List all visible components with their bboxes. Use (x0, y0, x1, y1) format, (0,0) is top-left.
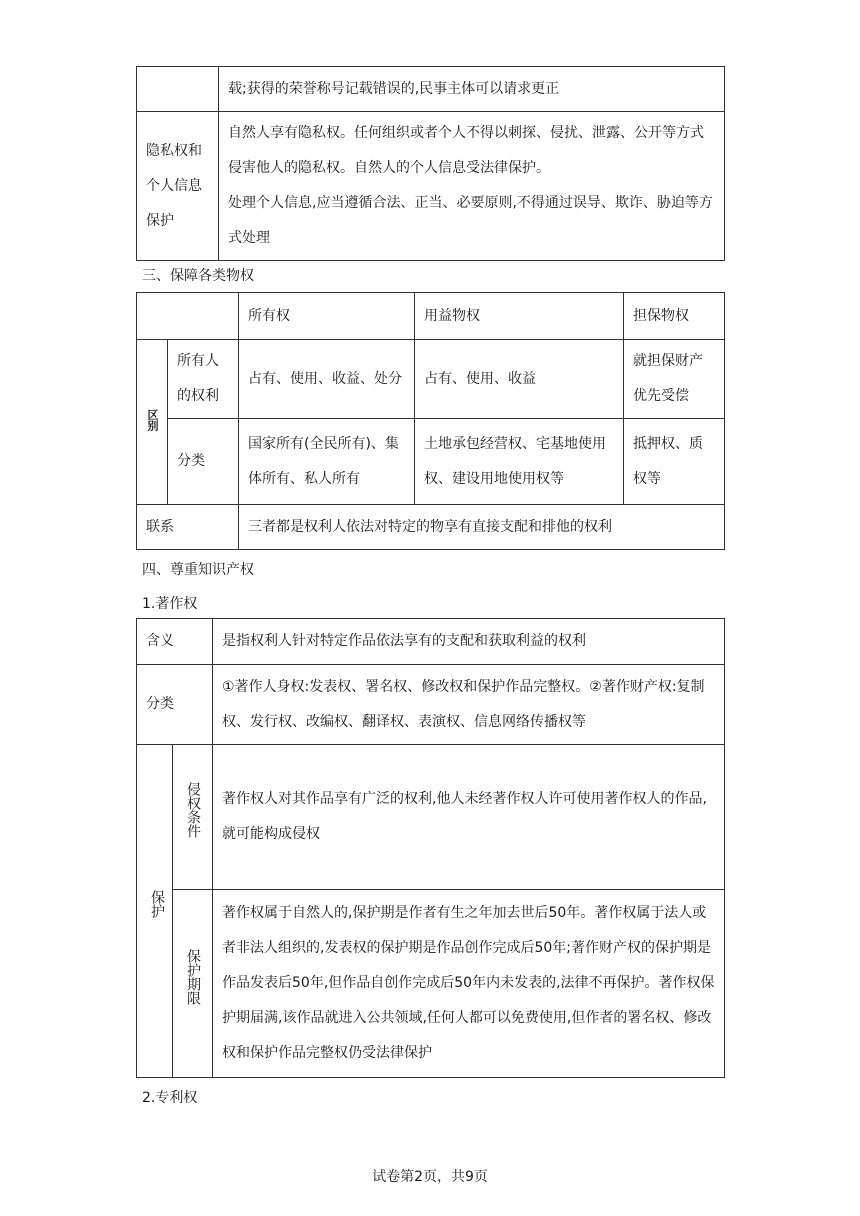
link-label: 联系 (137, 505, 239, 550)
sub2-heading: 2.专利权 (142, 1090, 198, 1106)
difference-label-text: 区别 (146, 409, 159, 431)
types-security: 抵押权、质权等 (624, 419, 725, 505)
table2-corner (137, 293, 239, 340)
owner-rights-ownership: 占有、使用、收益、处分 (239, 340, 415, 419)
protect-label (137, 745, 173, 1078)
protect-label-text: 保护 (149, 890, 165, 918)
types-label: 分类 (168, 419, 239, 505)
owner-rights-usufruct: 占有、使用、收益 (415, 340, 624, 419)
privacy-cell (219, 112, 725, 261)
period-label-text: 保护期限 (185, 948, 201, 1005)
privacy-text-1: 自然人享有隐私权。任何组织或者个人不得以刺探、侵扰、泄露、公开等方式侵害他人的隐私权。自然人的个人信息受法律保护。 (228, 125, 704, 176)
personality-rights-table (136, 66, 725, 261)
copyright-types-label: 分类 (137, 665, 213, 745)
header-usufruct: 用益物权 (415, 293, 624, 340)
meaning-text: 是指权利人针对特定作品依法享有的支配和获取利益的权利 (213, 619, 725, 665)
privacy-text-2: 处理个人信息,应当遵循合法、正当、必要原则,不得通过误导、欺诈、胁迫等方式处理 (228, 195, 713, 246)
period-text: 著作权属于自然人的,保护期是作者有生之年加去世后50年。著作权属于法人或者非法人组织的,发表权的保护期是作品创作完成后50年;著作财产权的保护期是作品发表后50年,但作品自创作完成后50年内未发表的,法律不再保护。著作权保护期届满,该作品就进入公共领域,任何人都可以免费使用,但作者的署名权、修改权和保护作品完整权仍受法律保护 (213, 890, 725, 1078)
owner-rights-security: 就担保财产优先受偿 (624, 340, 725, 419)
difference-label (137, 340, 168, 505)
infringe-label (173, 745, 213, 890)
copyright-types-text: ①著作人身权:发表权、署名权、修改权和保护作品完整权。②著作财产权:复制权、发行权、改编权、翻译权、表演权、信息网络传播权等 (213, 665, 725, 745)
header-security: 担保物权 (624, 293, 725, 340)
copyright-table (136, 618, 725, 1078)
types-ownership: 国家所有(全民所有)、集体所有、私人所有 (239, 419, 415, 505)
page-footer: 试卷第2页，共9页 (372, 1169, 488, 1185)
types-usufruct: 土地承包经营权、宅基地使用权、建设用地使用权等 (415, 419, 624, 505)
section4-heading: 四、尊重知识产权 (142, 562, 254, 578)
sub1-heading: 1.著作权 (142, 596, 198, 612)
period-label (173, 890, 213, 1078)
table1-row1-label (137, 67, 219, 112)
infringe-text: 著作权人对其作品享有广泛的权利,他人未经著作权人许可使用著作权人的作品,就可能构成侵权 (213, 745, 725, 890)
infringe-label-text: 侵权条件 (185, 782, 201, 838)
header-ownership: 所有权 (239, 293, 415, 340)
property-rights-table (136, 292, 725, 550)
table1-row1-text: 载;获得的荣誉称号记载错误的,民事主体可以请求更正 (219, 67, 725, 112)
owner-rights-label: 所有人的权利 (168, 340, 239, 419)
privacy-label: 隐私权和个人信息保护 (137, 112, 219, 261)
link-text: 三者都是权利人依法对特定的物享有直接支配和排他的权利 (239, 505, 725, 550)
meaning-label: 含义 (137, 619, 213, 665)
section3-heading: 三、保障各类物权 (142, 268, 254, 284)
